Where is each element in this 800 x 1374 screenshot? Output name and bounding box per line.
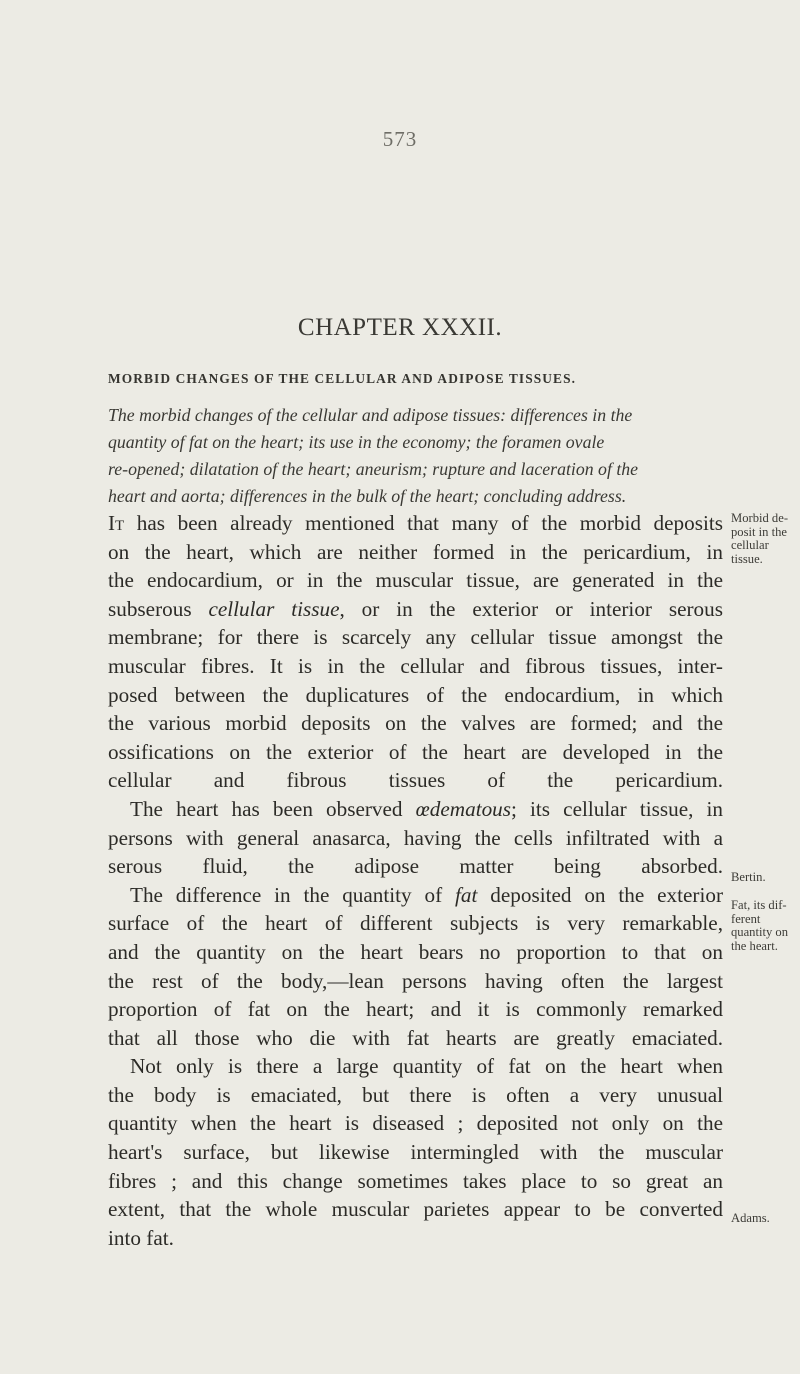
margin-note-bertin bbox=[731, 871, 797, 885]
body-line bbox=[108, 881, 723, 910]
body-text-span: extent, that the whole muscular parietes appear to be converted bbox=[108, 1197, 723, 1222]
body-line bbox=[108, 652, 723, 681]
body-text-span: cellular and fibrous tissues of the pericardium. bbox=[108, 768, 723, 793]
body-text-span: serous fluid, the adipose matter being absorbed. bbox=[108, 854, 723, 879]
body-text-span: , or in the exterior or interior serous bbox=[339, 596, 723, 621]
margin-note-line: cellular bbox=[731, 538, 769, 552]
body-line bbox=[108, 623, 723, 652]
margin-note-adams bbox=[731, 1212, 797, 1226]
margin-note-line: Fat, its dif- bbox=[731, 898, 787, 912]
body-text-span: fibres ; and this change sometimes takes place to so great an bbox=[108, 1168, 723, 1193]
body-line bbox=[108, 738, 723, 767]
body-text-span: Not only is there a large quantity of fat on the heart when bbox=[130, 1054, 723, 1079]
body-text-span: quantity when the heart is diseased ; deposited not only on the bbox=[108, 1111, 723, 1136]
chapter-summary bbox=[108, 402, 718, 510]
body-text-span: and the quantity on the heart bears no proportion to that on bbox=[108, 939, 723, 964]
summary-line: re-opened; dilatation of the heart; aneurism; rupture and laceration of the bbox=[108, 459, 639, 479]
body-text-span: into fat. bbox=[108, 1225, 174, 1250]
summary-line: heart and aorta; differences in the bulk of the heart; concluding address. bbox=[108, 486, 627, 506]
summary-line: The morbid changes of the cellular and adipose tissues: differences in the bbox=[108, 405, 633, 425]
body-line bbox=[108, 1024, 723, 1053]
page-number: 573 bbox=[382, 127, 418, 151]
margin-note-line: Bertin. bbox=[731, 870, 766, 884]
body-text-span: posed between the duplicatures of the endocardium, in which bbox=[108, 682, 723, 707]
body-text-span: that all those who die with fat hearts are greatly emaciated. bbox=[108, 1025, 723, 1050]
body-text-span: persons with general anasarca, having the cells infiltrated with a bbox=[108, 825, 723, 850]
body-text-span: the endocardium, or in the muscular tissue, are generated in the bbox=[108, 568, 723, 593]
body-line bbox=[108, 938, 723, 967]
body-text-span: muscular fibres. It is in the cellular and fibrous tissues, inter- bbox=[108, 653, 723, 678]
body-line bbox=[108, 1195, 723, 1224]
body-line bbox=[108, 995, 723, 1024]
body-text-span: membrane; for there is scarcely any cellular tissue amongst the bbox=[108, 625, 723, 650]
emphasis-text: œdematous bbox=[415, 796, 512, 821]
body-line bbox=[108, 795, 723, 824]
body-line bbox=[108, 509, 723, 538]
emphasis-text: cellular tissue bbox=[208, 596, 340, 621]
body-text-span: The heart has been observed bbox=[130, 796, 416, 821]
margin-note-line: the heart. bbox=[731, 938, 778, 953]
margin-note-line: quantity on bbox=[731, 925, 789, 939]
body-text bbox=[108, 509, 723, 1252]
body-text-span: the rest of the body,—lean persons having often the largest bbox=[108, 968, 723, 993]
body-text-span: the body is emaciated, but there is often a very unusual bbox=[108, 1082, 723, 1107]
body-line bbox=[108, 766, 723, 795]
body-text-span: proportion of fat on the heart; and it is commonly remarked bbox=[108, 997, 723, 1022]
body-line bbox=[108, 681, 723, 710]
margin-note-line: ferent bbox=[731, 911, 761, 926]
margin-note-line: tissue. bbox=[731, 551, 763, 566]
body-line bbox=[108, 852, 723, 881]
margin-note-line: Morbid de- bbox=[731, 511, 789, 525]
body-line bbox=[108, 538, 723, 567]
body-text-span: deposited on the exterior bbox=[477, 882, 723, 907]
body-line bbox=[108, 1167, 723, 1196]
margin-note-morbid-deposit bbox=[731, 512, 797, 566]
body-line bbox=[108, 709, 723, 738]
body-line bbox=[108, 1052, 723, 1081]
body-text-span: The difference in the quantity of bbox=[130, 882, 456, 907]
emphasis-text: fat bbox=[455, 882, 478, 907]
chapter-heading: CHAPTER XXXII. bbox=[297, 314, 503, 341]
body-line bbox=[108, 909, 723, 938]
body-text-span: heart's surface, but likewise intermingled with the muscular bbox=[108, 1140, 723, 1165]
body-line bbox=[108, 824, 723, 853]
body-text-span: has been already mentioned that many of the morbid deposits bbox=[124, 511, 723, 535]
body-line bbox=[108, 1081, 723, 1110]
body-text-span: ossifications on the exterior of the heart are developed in the bbox=[108, 739, 723, 764]
margin-note-fat-quantity bbox=[731, 899, 797, 953]
body-line bbox=[108, 1109, 723, 1138]
body-line bbox=[108, 595, 723, 624]
margin-note-line: posit in the bbox=[731, 524, 787, 539]
summary-line: quantity of fat on the heart; its use in the economy; the foramen ovale bbox=[108, 432, 605, 452]
body-line bbox=[108, 566, 723, 595]
lead-word: It bbox=[108, 511, 125, 535]
body-text-span: subserous bbox=[108, 596, 209, 621]
section-title: MORBID CHANGES OF THE CELLULAR AND ADIPOSE TISSUES. bbox=[108, 371, 577, 386]
body-text-span: surface of the heart of different subjects is very remarkable, bbox=[108, 911, 723, 936]
body-line bbox=[108, 1224, 723, 1253]
body-line bbox=[108, 1138, 723, 1167]
body-line bbox=[108, 967, 723, 996]
margin-note-line: Adams. bbox=[731, 1211, 770, 1225]
body-text-span: ; its cellular tissue, in bbox=[511, 796, 724, 821]
body-text-span: on the heart, which are neither formed in the pericardium, in bbox=[108, 539, 723, 564]
body-text-span: the various morbid deposits on the valves are formed; and the bbox=[108, 711, 723, 736]
